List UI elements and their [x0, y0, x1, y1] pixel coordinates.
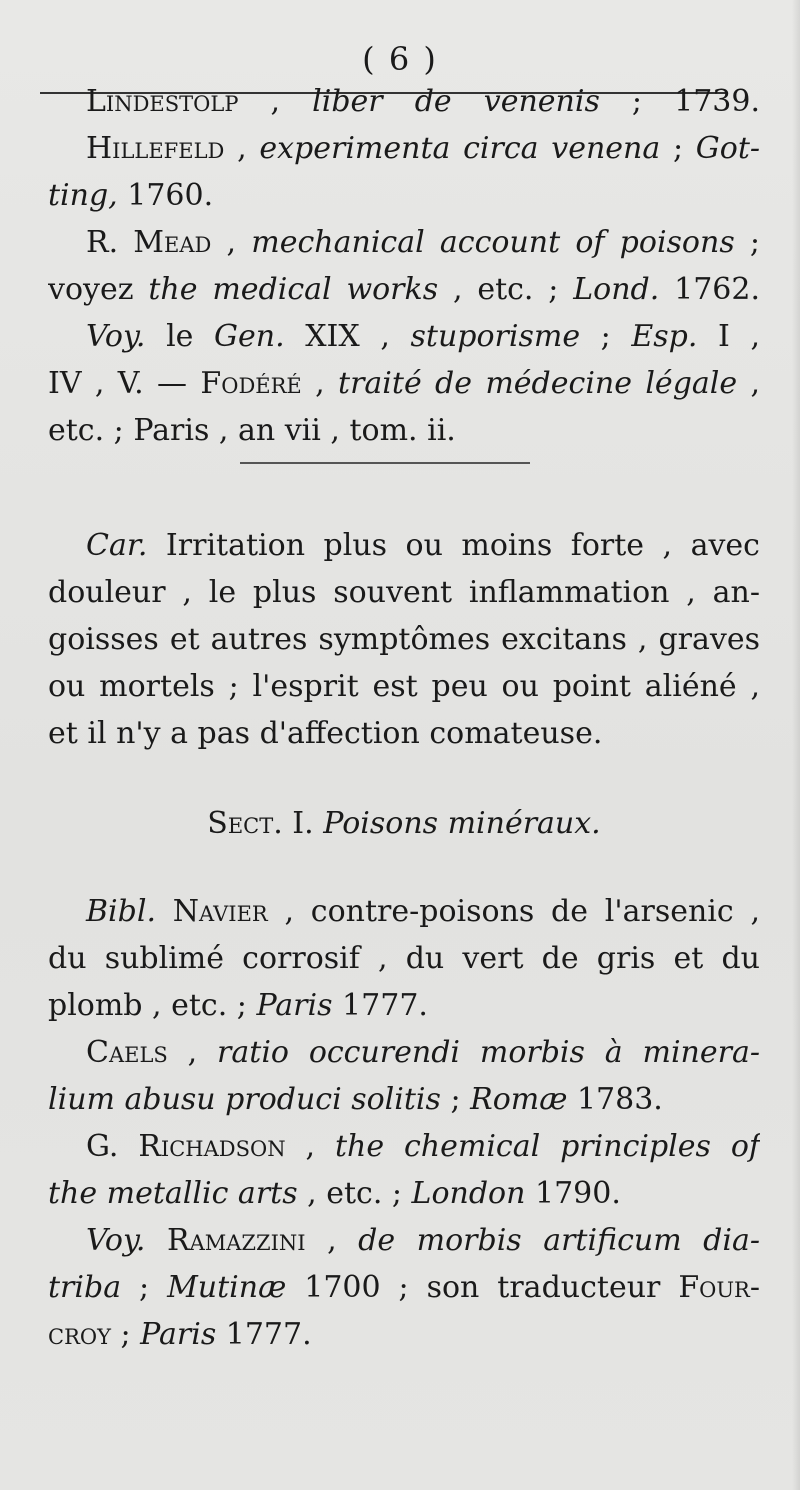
text-run: ; 1739.	[599, 84, 760, 119]
text-run: , contre-poisons de l'arsenic ,	[267, 894, 760, 929]
paragraph-line	[48, 522, 760, 569]
ref-line	[48, 313, 760, 360]
text-run: ,	[305, 1223, 359, 1258]
ref-line	[48, 888, 760, 935]
ref-line	[48, 172, 760, 219]
italic-run: Poisons minéraux.	[323, 806, 601, 841]
italic-run: London	[411, 1176, 526, 1211]
text-run: XIX ,	[284, 319, 411, 354]
italic-run: Gen.	[214, 319, 285, 354]
ref-line	[48, 78, 760, 125]
italic-run: lium abusu produci solitis	[48, 1082, 441, 1117]
small-caps-run: G. Richadson	[86, 1129, 286, 1164]
text-run: ,	[285, 1129, 335, 1164]
small-caps-run: Ramazzini	[167, 1223, 306, 1258]
italic-run: experimenta circa venena	[259, 131, 661, 166]
text-run: ,	[737, 366, 760, 401]
small-caps-run: Navier	[172, 894, 268, 929]
text-run: ,	[238, 84, 313, 119]
text-run	[314, 806, 324, 841]
section-heading-wrap	[48, 800, 760, 847]
references-top	[48, 78, 760, 454]
small-caps-run: R. Mead	[86, 225, 212, 260]
references-bottom	[48, 888, 760, 1358]
italic-run: Got-	[695, 131, 760, 166]
ref-line	[48, 1170, 760, 1217]
italic-run: Romæ	[470, 1082, 568, 1117]
text-run: ;	[110, 1317, 141, 1352]
small-caps-run: Hillefeld	[86, 131, 225, 166]
text-run: et il n'y a pas d'affection comateuse.	[48, 716, 603, 751]
italic-run: triba	[48, 1270, 122, 1305]
italic-run: the chemical principles of	[334, 1129, 760, 1164]
ref-line	[48, 1217, 760, 1264]
paragraph-line	[48, 569, 760, 616]
text-run: 1777.	[216, 1317, 312, 1352]
text-run: voyez	[48, 272, 149, 307]
text-run: ;	[121, 1270, 168, 1305]
text-run	[145, 1223, 167, 1258]
text-run: du sublimé corrosif , du vert de gris et du	[48, 941, 760, 976]
small-caps-run: Fodéré	[200, 366, 302, 401]
text-run: 1790.	[525, 1176, 621, 1211]
italic-run: Mutinæ	[167, 1270, 287, 1305]
italic-run: ratio occurendi morbis à minera-	[217, 1035, 760, 1070]
ref-line	[48, 982, 760, 1029]
italic-run: mechanical account of poisons	[251, 225, 735, 260]
small-caps-run: Four-	[678, 1270, 760, 1305]
page-number: ( 6 )	[362, 40, 438, 78]
text-run: ;	[734, 225, 760, 260]
text-run: plomb , etc. ;	[48, 988, 257, 1023]
paragraph-line	[48, 663, 760, 710]
ref-line	[48, 1311, 760, 1358]
ref-line	[48, 407, 760, 454]
text-run: 1777.	[332, 988, 428, 1023]
text-run: Irritation plus ou moins forte , avec	[147, 528, 760, 563]
text-run: ou mortels ; l'esprit est peu ou point aliéné ,	[48, 669, 760, 704]
italic-run: Lond.	[573, 272, 660, 307]
short-rule	[240, 462, 530, 464]
text-run: ,	[167, 1035, 218, 1070]
text-run: ,	[301, 366, 339, 401]
italic-run: Esp.	[631, 319, 698, 354]
italic-run: the metallic arts	[48, 1176, 298, 1211]
ref-line	[48, 1076, 760, 1123]
small-caps-run: Sect. I.	[207, 806, 314, 841]
italic-run: Voy.	[86, 319, 146, 354]
italic-run: Paris	[140, 1317, 217, 1352]
text-run	[156, 894, 173, 929]
italic-run: Bibl.	[86, 894, 156, 929]
ref-line	[48, 1123, 760, 1170]
ref-line	[48, 219, 760, 266]
italic-run: traité de médecine légale	[338, 366, 738, 401]
characters-paragraph	[48, 522, 760, 757]
italic-run: liber de venenis	[312, 84, 600, 119]
text-run: , etc. ;	[297, 1176, 412, 1211]
text-run: , etc. ;	[438, 272, 574, 307]
small-caps-run: Caels	[86, 1035, 168, 1070]
italic-run: Car.	[86, 528, 148, 563]
ref-line	[48, 1029, 760, 1076]
text-run: 1700 ; son traducteur	[286, 1270, 679, 1305]
ref-line	[48, 935, 760, 982]
small-caps-run: Lindestolp	[86, 84, 239, 119]
text-run: IV , V. —	[48, 366, 201, 401]
ref-line	[48, 1264, 760, 1311]
text-run: le	[145, 319, 215, 354]
text-run: douleur , le plus souvent inflammation , an-	[48, 575, 760, 610]
text-run: goisses et autres symptômes excitans , graves	[48, 622, 760, 657]
italic-run: Voy.	[86, 1223, 146, 1258]
text-run: ,	[224, 131, 260, 166]
ref-line	[48, 125, 760, 172]
ref-line	[48, 360, 760, 407]
paragraph-line	[48, 616, 760, 663]
text-run: 1783.	[567, 1082, 663, 1117]
text-run: ;	[440, 1082, 471, 1117]
text-run: ,	[211, 225, 252, 260]
text-run: ;	[660, 131, 696, 166]
text-run: 1762.	[659, 272, 760, 307]
text-run: etc. ; Paris , an vii , tom. ii.	[48, 413, 456, 448]
italic-run: stuporisme	[410, 319, 581, 354]
italic-run: de morbis artificum dia-	[358, 1223, 760, 1258]
text-run: I ,	[697, 319, 760, 354]
paragraph-line	[48, 710, 760, 757]
ref-line	[48, 266, 760, 313]
text-run: 1760.	[117, 178, 214, 213]
italic-run: the medical works	[148, 272, 439, 307]
section-heading	[48, 800, 760, 847]
italic-run: Paris	[256, 988, 333, 1023]
text-run: ;	[580, 319, 632, 354]
small-caps-run: croy	[48, 1317, 111, 1352]
italic-run: ting,	[48, 178, 118, 213]
